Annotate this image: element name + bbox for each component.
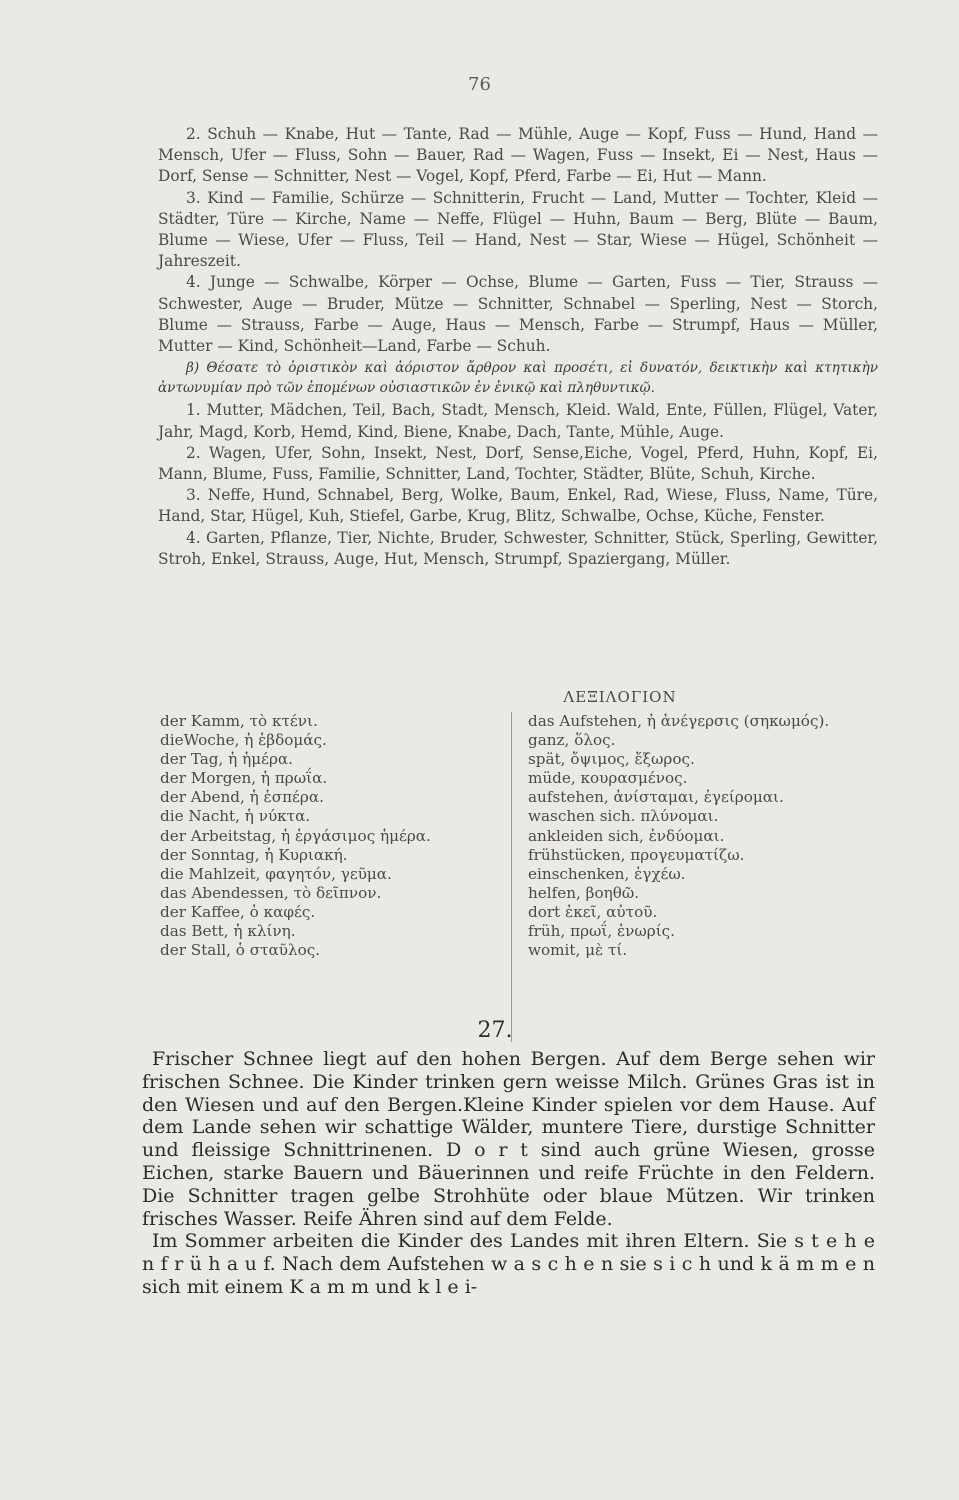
lexicon-entry: dieWoche, ἡ ἑβδομάς. bbox=[160, 731, 327, 750]
lexicon-entry: die Nacht, ἡ νύκτα. bbox=[160, 807, 311, 826]
reading-paragraph-1: Frischer Schnee liegt auf den hohen Bergen. Auf dem Berge sehen wir frischen Schnee. Die Kinder trinken gern weisse Milch. Grünes Gras ist in den Wiesen und auf den Bergen.Kleine Kinder spielen vor dem Hause. Auf dem Lande sehen wir schattige Wälder, muntere Tiere, durstige Schnitter und fleissige Schnittrinenen. D o r t sind auch grüne Wiesen, grosse Eichen, starke Bauern und Bäuerinnen und reife Früchte in den Feldern. Die Schnitter tragen gelbe Strohhüte oder blaue Mützen. Wir trinken frisches Wasser. Reife Ähren sind auf dem Felde. bbox=[142, 1048, 875, 1230]
lexicon-entry: dort ἐκεῖ, αὐτοῦ. bbox=[528, 902, 658, 921]
lexicon-entry: das Aufstehen, ἡ ἀνέγερσις (σηκωμός). bbox=[528, 712, 830, 730]
lexicon-entry: womit, μὲ τί. bbox=[528, 941, 628, 960]
lexicon-entry: früh, πρωΐ, ἐνωρίς. bbox=[528, 922, 675, 941]
lexicon-entry: die Mahlzeit, φαγητόν, γεῦμα. bbox=[160, 864, 392, 883]
lexicon-right-column bbox=[528, 712, 868, 960]
lexicon-entry: das Abendessen, τὸ δεῖπνον. bbox=[160, 883, 382, 902]
greek-instruction: β) Θέσατε τὸ ὁριστικὸν καὶ ἀόριστον ἄρθρον καὶ προσέτι, εἰ δυνατόν, δεικτικὴν καὶ κτητικὴν ἀντωνυμίαν πρὸ τῶν ἑπομένων οὐσιαστικῶν ἐν ἑνικῷ καὶ πληθυντικῷ. bbox=[158, 360, 878, 396]
lexicon-entry: einschenken, ἐγχέω. bbox=[528, 864, 686, 883]
reading-paragraph-2: Im Sommer arbeiten die Kinder des Landes mit ihren Eltern. Sie s t e h e n f r ü h a u f. Nach dem Aufstehen w a s c h e n sie s i c h und k ä m m e n sich mit einem K a m m und k l e i- bbox=[142, 1230, 875, 1298]
lexicon-left-column bbox=[160, 712, 500, 960]
lexicon-entry: waschen sich. πλύνομαι. bbox=[528, 807, 719, 826]
exercise-4: 4. Junge — Schwalbe, Körper — Ochse, Blume — Garten, Fuss — Tier, Strauss — Schwester, Auge — Bruder, Mütze — Schnitter, Schnabel — Sperling, Nest — Storch, Blume — Strauss, Farbe — Auge, Haus — Mensch, Farbe — Strumpf, Haus — Müller, Mutter — Kind, Schönheit—Land, Farbe — Schuh. bbox=[158, 273, 878, 356]
lexicon-entry: der Sonntag, ἡ Κυριακή. bbox=[160, 845, 348, 864]
exercise-b1: 1. Mutter, Mädchen, Teil, Bach, Stadt, Mensch, Kleid. Wald, Ente, Füllen, Flügel, Vater, Jahr, Magd, Korb, Hemd, Kind, Biene, Knabe, Dach, Tante, Mühle, Auge. bbox=[158, 401, 878, 441]
lexicon-entry: der Kaffee, ὁ καφές. bbox=[160, 902, 316, 921]
lesson-number: 27. bbox=[477, 1018, 513, 1043]
lexicon-entry: ganz, ὅλος. bbox=[528, 731, 616, 750]
lexicon-entry: das Bett, ἡ κλίνη. bbox=[160, 922, 296, 941]
lexicon-entry: der Stall, ὁ σταῦλος. bbox=[160, 941, 321, 960]
lexicon-title: ΛΕΞΙΛΟΓΙΟΝ bbox=[563, 688, 677, 706]
lexicon-entry: der Arbeitstag, ἡ ἐργάσιμος ἡμέρα. bbox=[160, 826, 431, 845]
reading-text bbox=[142, 1048, 875, 1299]
lexicon-entry: müde, κουρασμένος. bbox=[528, 769, 688, 788]
lexicon-entry: aufstehen, ἀνίσταμαι, ἐγείρομαι. bbox=[528, 788, 784, 807]
exercise-b2: 2. Wagen, Ufer, Sohn, Insekt, Nest, Dorf, Sense,Eiche, Vogel, Pferd, Huhn, Kopf, Ei, Mann, Blume, Fuss, Familie, Schnitter, Land, Tochter, Städter, Blüte, Schuh, Kirche. bbox=[158, 443, 878, 484]
exercise-b3: 3. Neffe, Hund, Schnabel, Berg, Wolke, Baum, Enkel, Rad, Wiese, Fluss, Name, Türe, Hand, Star, Hügel, Kuh, Stiefel, Garbe, Krug, Blitz, Schwalbe, Ochse, Küche, Fenster. bbox=[158, 486, 878, 526]
lexicon-entry: der Morgen, ἡ πρωΐα. bbox=[160, 769, 328, 788]
page-number: 76 bbox=[468, 74, 491, 95]
column-divider bbox=[511, 712, 512, 1042]
lexicon-entry: spät, ὄψιμος, ἔξωρος. bbox=[528, 750, 695, 769]
exercise-3: 3. Kind — Familie, Schürze — Schnitterin, Frucht — Land, Mutter — Tochter, Kleid — Städter, Türe — Kirche, Name — Neffe, Flügel — Huhn, Baum — Berg, Blüte — Baum, Blume — Wiese, Ufer — Fluss, Teil — Hand, Nest — Star, Wiese — Hügel, Schönheit — Jahreszeit. bbox=[158, 188, 878, 271]
lexicon-entry: der Tag, ἡ ἡμέρα. bbox=[160, 750, 293, 769]
lexicon-entry: frühstücken, προγευματίζω. bbox=[528, 845, 745, 864]
exercise-b4: 4. Garten, Pflanze, Tier, Nichte, Bruder, Schwester, Schnitter, Stück, Sperling, Gewitter, Stroh, Enkel, Strauss, Auge, Hut, Mensch, Strumpf, Spaziergang, Müller. bbox=[158, 528, 878, 568]
exercise-section bbox=[158, 124, 878, 570]
lexicon-entry: ankleiden sich, ἐνδύομαι. bbox=[528, 826, 725, 845]
lexicon-entry: der Abend, ἡ ἑσπέρα. bbox=[160, 788, 324, 807]
lexicon-entry: helfen, βοηθῶ. bbox=[528, 883, 640, 902]
exercise-2: 2. Schuh — Knabe, Hut — Tante, Rad — Mühle, Auge — Kopf, Fuss — Hund, Hand — Mensch, Ufer — Fluss, Sohn — Bauer, Rad — Wagen, Fuss — Insekt, Ei — Nest, Haus — Dorf, Sense — Schnitter, Nest — Vogel, Kopf, Pferd, Farbe — Ei, Hut — Mann. bbox=[158, 125, 878, 186]
lexicon-entry: der Kamm, τὸ κτένι. bbox=[160, 712, 318, 730]
